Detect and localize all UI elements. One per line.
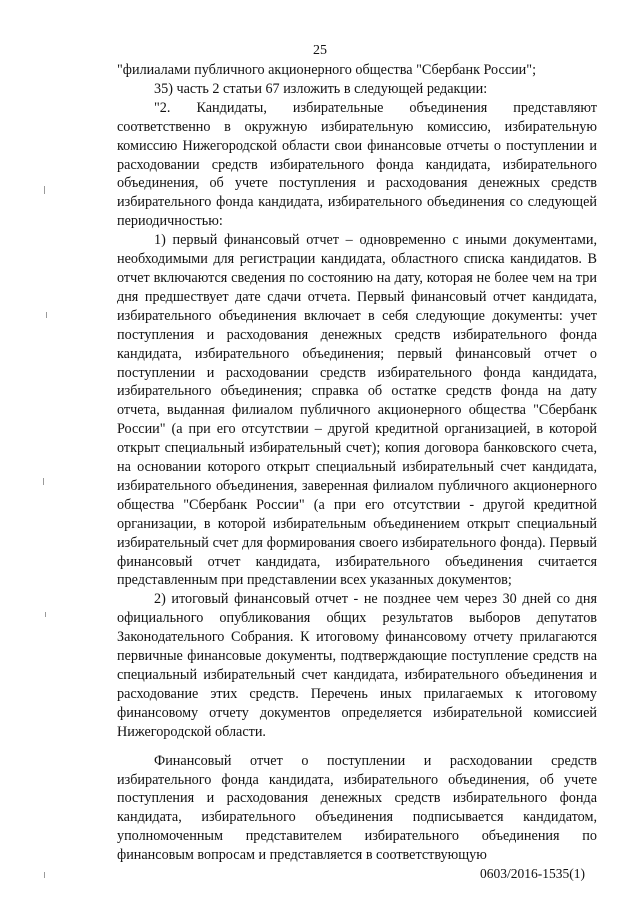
- paragraph-part-2: "2. Кандидаты, избирательные объединения представляют соответственно в окружную избирательную комиссию, избирательную комиссию Нижегородской области свои финансовые отчеты о поступлении и расходовании средств избирательного фонда кандидата, избирательного объединения, об учете поступления и расходования денежных средств избирательного фонда кандидата, избирательного объединения со следующей периодичностью:: [117, 99, 597, 230]
- page-number: 25: [313, 43, 327, 58]
- paragraph-amendment-35: 35) часть 2 статьи 67 изложить в следующей редакции:: [154, 80, 488, 97]
- scan-artifact: [44, 872, 45, 878]
- body-text: [117, 61, 597, 865]
- scan-artifact: [45, 612, 46, 617]
- scan-artifact: [46, 312, 47, 318]
- paragraph-continuation: "филиалами публичного акционерного общества "Сбербанк России";: [117, 62, 537, 78]
- paragraph-signing: Финансовый отчет о поступлении и расходовании средств избирательного фонда кандидата, избирательного объединения, об учете поступления и расходования денежных средств избирательного фонда кандидата, избирательного объединения подписывается кандидатом, уполномоченным представителем избирательного объединения по финансовым вопросам и представляется в соответствующую: [117, 752, 597, 864]
- paragraph-first-report: 1) первый финансовый отчет – одновременно с иными документами, необходимыми для регистрации кандидата, областного списка кандидатов. В отчет включаются сведения по состоянию на дату, которая не более чем на три дня предшествует дате сдачи отчета. Первый финансовый отчет кандидата, избирательного объединения включает в себя следующие документы: учет поступления и расходования денежных средств избирательного фонда кандидата, избирательного объединения; первый финансовый отчет о поступлении и расходовании средств избирательного фонда кандидата, избирательного объединения; справка об остатке средств фонда на дату отчета, выданная филиалом публичного акционерного общества "Сбербанк России" (а при его отсутствии – другой кредитной организацией, в которой открыт специальный избирательный счет); копия договора банковского счета, на основании которого открыт специальный избирательный счет кандидата, избирательного объединения, заверенная филиалом публичного акционерного общества "Сбербанк России" (а при его отсутствии - другой кредитной организации, в которой избирательным объединением открыт специальный избирательный счет для формирования своего избирательного фонда). Первый финансовый отчет кандидата, избирательного объединения считается представленным при представлении всех указанных документов;: [117, 232, 597, 589]
- document-code: 0603/2016-1535(1): [480, 866, 585, 881]
- scan-artifact: [44, 186, 45, 194]
- scan-artifact: [43, 478, 44, 485]
- paragraph-final-report: 2) итоговый финансовый отчет - не позднее чем через 30 дней со дня официального опубликования общих результатов выборов депутатов Законодательного Собрания. К итоговому финансовому отчету прилагаются первичные финансовые документы, подтверждающие поступление средств на специальный избирательный счет кандидата, избирательного объединения и расходование этих средств. Перечень иных прилагаемых к итоговому финансовому отчету документов определяется избирательной комиссией Нижегородской области.: [117, 591, 597, 740]
